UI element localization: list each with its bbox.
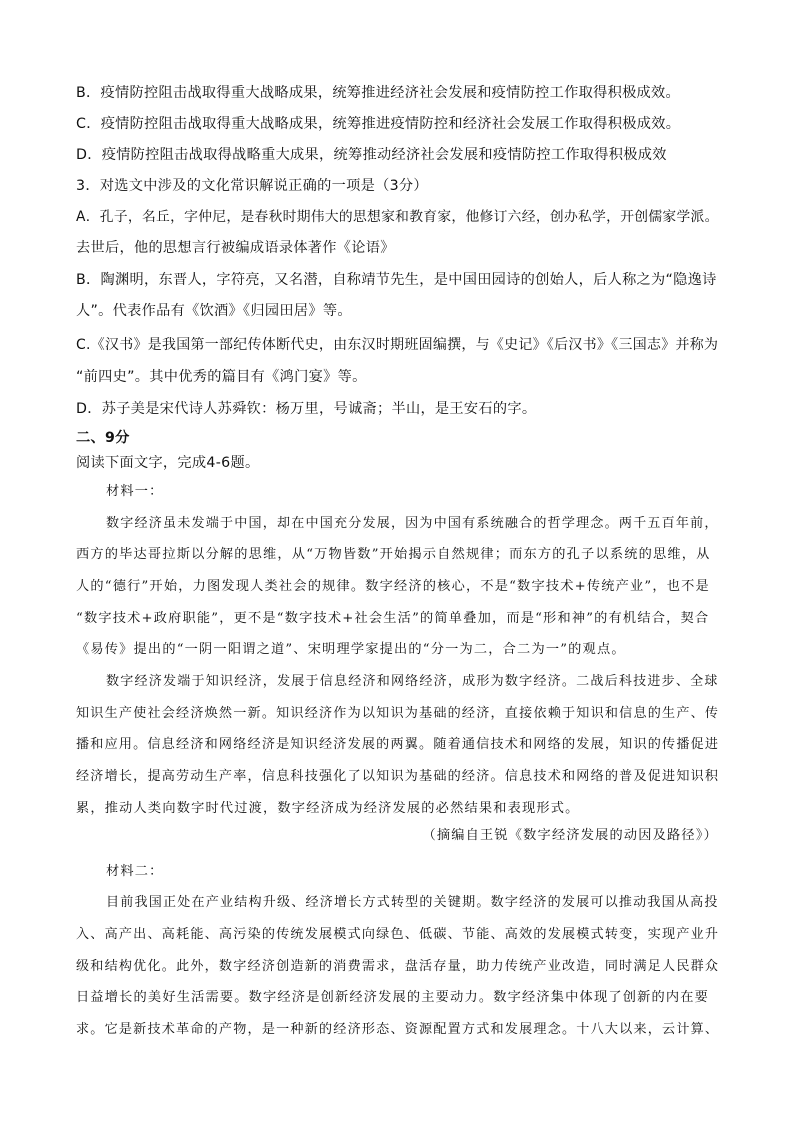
- q2-option-c: C．疫情防控阻击战取得重大战略成果，统筹推进疫情防控和经济社会发展工作取得积极成效。: [76, 116, 681, 132]
- material2-line: 求。它是新技术革命的产物，是一种新的经济形态、资源配置方式和发展理念。十八大以来，云计算、: [76, 1022, 720, 1037]
- q3-stem: 3．对选文中涉及的文化常识解说正确的一项是（3分）: [76, 178, 428, 194]
- q3-option-c-line2: “前四史”。其中优秀的篇目有《鸿门宴》等。: [76, 369, 367, 385]
- material1-line: 播和应用。信息经济和网络经济是知识经济发展的两翼。随着通信技术和网络的发展，知识的传播促进: [76, 737, 720, 752]
- material1-line: 人的“德行”开始，力图发现人类社会的规律。数字经济的核心，不是“数字技术+传统产业”，也不是: [76, 579, 710, 594]
- section-heading: 二、9分: [76, 430, 130, 446]
- section-instruction: 阅读下面文字，完成4-6题。: [76, 455, 260, 471]
- material2-line: 日益增长的美好生活需要。数字经济是创新经济发展的主要动力。数字经济集中体现了创新的内在要: [76, 990, 710, 1005]
- material1-label: 材料一：: [106, 484, 164, 499]
- q3-option-b-line2: 人”。代表作品有《饮酒》《归园田居》等。: [76, 303, 352, 319]
- material1-line: 经济增长，提高劳动生产率，信息科技强化了以知识为基础的经济。信息技术和网络的普及促进知识积: [76, 769, 720, 784]
- q3-option-a-line2: 去世后，他的思想言行被编成语录体著作《论语》: [76, 240, 395, 256]
- q3-option-b-line1: B．陶渊明，东晋人，字符亮，又名潜，自称靖节先生，是中国田园诗的创始人，后人称之为“隐逸诗: [76, 272, 717, 288]
- q2-option-b: B．疫情防控阻击战取得重大战略成果，统筹推进经济社会发展和疫情防控工作取得积极成效。: [76, 85, 681, 101]
- q3-option-a-line1: A．孔子，名丘，字仲尼，是春秋时期伟大的思想家和教育家，他修订六经，创办私学，开创儒家学派。: [76, 209, 719, 225]
- material1-line: 累，推动人类向数字时代过渡，数字经济成为经济发展的必然结果和表现形式。: [76, 801, 580, 816]
- material1-line: 数字经济发端于知识经济，发展于信息经济和网络经济，成形为数字经济。二战后科技进步、全球: [106, 674, 719, 689]
- material2-label: 材料二：: [106, 864, 164, 879]
- q3-option-c-line1: C.《汉书》是我国第一部纪传体断代史，由东汉时期班固编撰，与《史记》《后汉书》《三国志》并称为: [76, 337, 719, 353]
- material1-line: 西方的毕达哥拉斯以分解的思维，从“万物皆数”开始揭示自然规律；而东方的孔子以系统的思维，从: [76, 547, 711, 562]
- q3-option-d: D．苏子美是宋代诗人苏舜钦：杨万里，号诚斋；半山，是王安石的字。: [76, 401, 537, 417]
- material1-line: “数字技术+政府职能”，更不是“数字技术+社会生活”的简单叠加，而是“形和神”的有机结合，契合: [76, 611, 710, 626]
- material2-line: 目前我国正处在产业结构升级、经济增长方式转型的关键期。数字经济的发展可以推动我国从高投: [106, 895, 719, 910]
- material1-source: （摘编自王锐《数字经济发展的动因及路径》）: [422, 828, 718, 843]
- material1-line: 《易传》提出的“一阴一阳谓之道”、宋明理学家提出的“分一为二，合二为一”的观点。: [76, 642, 626, 657]
- material2-line: 入、高产出、高耗能、高污染的传统发展模式向绿色、低碳、节能、高效的发展模式转变，实现产业升: [76, 927, 720, 942]
- q2-option-d: D．疫情防控阻击战取得战略重大成果，统筹推动经济社会发展和疫情防控工作取得积极成效: [76, 147, 667, 163]
- material1-line: 数字经济虽未发端于中国，却在中国充分发展，因为中国有系统融合的哲学理念。两千五百年前，: [106, 516, 719, 531]
- material1-line: 知识生产使社会经济焕然一新。知识经济作为以知识为基础的经济，直接依赖于知识和信息的生产、传: [76, 706, 720, 721]
- material2-line: 级和结构优化。此外，数字经济创造新的消费需求，盘活存量，助力传统产业改造，同时满足人民群众: [76, 959, 720, 974]
